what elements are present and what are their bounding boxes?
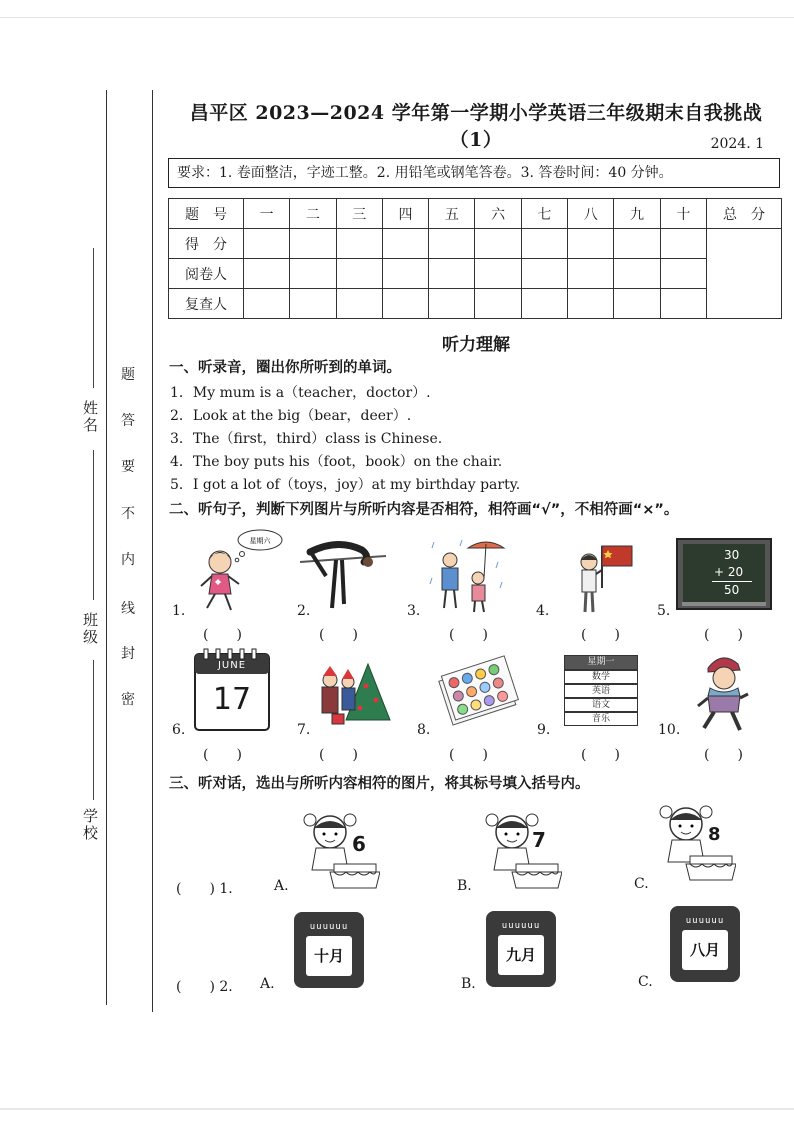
score-row-points: [169, 229, 782, 259]
checker-cell[interactable]: [336, 289, 382, 319]
stickers-icon: [434, 652, 520, 732]
checker-cell[interactable]: [429, 289, 475, 319]
math-line-1: 30: [724, 548, 740, 562]
seal-char: 密: [121, 692, 135, 708]
calendar-month-label: 十月: [306, 936, 352, 976]
pic-number: 1.: [172, 603, 186, 619]
pic-number: 3.: [407, 603, 421, 619]
q1-option-a-label: A.: [274, 878, 289, 894]
part1-item-5: 5．I got a lot of（toys，joy）at my birthday party.: [170, 477, 521, 493]
grader-cell[interactable]: [429, 259, 475, 289]
col-header: 五: [429, 199, 475, 229]
answer-blank[interactable]: ( ): [581, 627, 620, 643]
score-cell[interactable]: [336, 229, 382, 259]
answer-blank[interactable]: ( ): [704, 747, 743, 763]
col-header: 六: [475, 199, 521, 229]
binding-margin: [0, 0, 160, 1124]
q2-option-a-label: A.: [260, 976, 275, 992]
pic-number: 10.: [658, 722, 681, 738]
score-cell[interactable]: [521, 229, 567, 259]
math-divider: [712, 581, 752, 582]
score-row-checker: [169, 289, 782, 319]
part1-heading: 一、听录音，圈出你所听到的单词。: [169, 360, 401, 376]
calendar-rings: uuuuuu: [501, 921, 541, 931]
seal-char: 答: [121, 413, 135, 429]
q2-option-c-calendar[interactable]: [670, 906, 740, 982]
q2-answer-blank[interactable]: ( ) 2.: [176, 979, 233, 995]
pic-9-schedule: [564, 655, 638, 729]
pic-10-girl-winter: [694, 650, 754, 734]
total-header: 总 分: [707, 199, 782, 229]
score-table: [168, 198, 782, 319]
pic-number: 6.: [172, 722, 186, 738]
answer-blank[interactable]: ( ): [449, 627, 488, 643]
schedule-item: 数学: [564, 670, 638, 684]
grader-cell[interactable]: [336, 259, 382, 289]
pic-number: 5.: [657, 603, 671, 619]
checker-cell[interactable]: [568, 289, 614, 319]
checker-cell[interactable]: [614, 289, 660, 319]
grader-cell[interactable]: [382, 259, 428, 289]
checker-cell[interactable]: [244, 289, 290, 319]
cake-number: 7: [532, 828, 546, 852]
christmas-tree-icon: [316, 660, 394, 730]
binding-line-left: [106, 90, 107, 1005]
pic-1-girl-saturday: [195, 526, 285, 616]
schedule-item: 英语: [564, 684, 638, 698]
checker-cell[interactable]: [475, 289, 521, 319]
answer-blank[interactable]: ( ): [449, 747, 488, 763]
col-header: 七: [521, 199, 567, 229]
q1-answer-blank[interactable]: ( ) 1.: [176, 881, 233, 897]
flag-icon: [572, 540, 642, 616]
school-label: 学校: [81, 808, 99, 842]
grader-cell[interactable]: [521, 259, 567, 289]
schedule-item: 音乐: [564, 712, 638, 726]
score-cell[interactable]: [568, 229, 614, 259]
part2-heading: 二、听句子，判断下列图片与所听内容是否相符，相符画“√”，不相符画“×”。: [169, 502, 679, 518]
score-cell[interactable]: [614, 229, 660, 259]
row-label: 题 号: [169, 199, 244, 229]
row-label: 复查人: [169, 289, 244, 319]
seal-char: 封: [121, 646, 135, 662]
q2-option-a-calendar[interactable]: [294, 912, 364, 988]
row-label: 阅卷人: [169, 259, 244, 289]
binding-line-right: [152, 90, 153, 1012]
calendar-month: JUNE: [217, 660, 247, 671]
part1-item-1: 1．My mum is a（teacher，doctor）.: [170, 385, 431, 401]
col-header: 二: [290, 199, 336, 229]
athlete-icon: [298, 532, 388, 614]
grader-cell[interactable]: [290, 259, 336, 289]
score-cell[interactable]: [382, 229, 428, 259]
class-underline: [93, 450, 94, 600]
score-row-grader: [169, 259, 782, 289]
q2-option-c-label: C.: [638, 974, 653, 990]
q1-option-b-girl-cake[interactable]: [482, 808, 562, 890]
checker-cell[interactable]: [660, 289, 706, 319]
checker-cell[interactable]: [382, 289, 428, 319]
pic-3-rain-family: [428, 538, 508, 616]
pic-number: 2.: [297, 603, 311, 619]
pic-5-blackboard-math: [676, 538, 772, 610]
col-header: 一: [244, 199, 290, 229]
score-cell[interactable]: [475, 229, 521, 259]
part1-item-3: 3．The（first，third）class is Chinese.: [170, 431, 443, 447]
row-label: 得 分: [169, 229, 244, 259]
q2-option-b-label: B.: [461, 976, 476, 992]
grader-cell[interactable]: [660, 259, 706, 289]
birthday-cake-icon: [656, 800, 736, 882]
section-title: 听力理解: [442, 335, 510, 355]
schedule-item: 语文: [564, 698, 638, 712]
calendar-month-label: 八月: [682, 930, 728, 970]
answer-blank[interactable]: ( ): [319, 747, 358, 763]
class-label: 班级: [81, 612, 99, 646]
requirements-box: 要求：1. 卷面整洁，字迹工整。2. 用铅笔或钢笔答卷。3. 答卷时间：40 分钟。: [168, 158, 780, 188]
q1-option-c-label: C.: [634, 876, 649, 892]
cake-number: 8: [708, 824, 721, 845]
answer-blank[interactable]: ( ): [704, 627, 743, 643]
checker-cell[interactable]: [290, 289, 336, 319]
umbrella-icon: [428, 538, 508, 616]
seal-char: 要: [121, 459, 135, 475]
pic-number: 9.: [537, 722, 551, 738]
answer-blank[interactable]: ( ): [319, 627, 358, 643]
seal-char: 内: [121, 552, 135, 568]
score-cell[interactable]: [290, 229, 336, 259]
school-underline: [93, 660, 94, 800]
grader-cell[interactable]: [244, 259, 290, 289]
name-underline: [93, 248, 94, 388]
girl-icon: [195, 526, 285, 616]
q2-option-b-calendar[interactable]: [486, 911, 556, 987]
calendar-rings: uuuuuu: [309, 922, 349, 932]
calendar-month-label: 九月: [498, 935, 544, 975]
pic-4-boy-flag: [572, 540, 642, 616]
birthday-cake-icon: [300, 808, 380, 890]
pic-number: 7.: [297, 722, 311, 738]
pic-number: 8.: [417, 722, 431, 738]
col-header: 十: [660, 199, 706, 229]
col-header: 九: [614, 199, 660, 229]
pic-2-high-jump: [298, 532, 388, 614]
q1-option-b-label: B.: [457, 878, 472, 894]
pic-number: 4.: [536, 603, 550, 619]
winter-girl-icon: [694, 650, 754, 734]
math-line-2: + 20: [714, 565, 744, 579]
seal-char: 题: [121, 367, 135, 383]
calendar-day: 17: [212, 682, 252, 717]
total-cell[interactable]: [707, 229, 782, 319]
seal-char: 不: [121, 506, 135, 522]
grader-cell[interactable]: [568, 259, 614, 289]
score-row-numbers: [169, 199, 782, 229]
col-header: 三: [336, 199, 382, 229]
score-cell[interactable]: [660, 229, 706, 259]
answer-blank[interactable]: ( ): [203, 627, 242, 643]
birthday-cake-icon: [482, 808, 562, 890]
schedule-header: 星期一: [564, 655, 638, 670]
pic-6-calendar-june: [194, 648, 270, 732]
score-cell[interactable]: [244, 229, 290, 259]
calendar-rings: uuuuuu: [685, 916, 725, 926]
grader-cell[interactable]: [475, 259, 521, 289]
seal-char: 线: [121, 601, 135, 617]
part1-item-4: 4．The boy puts his（foot，book）on the chair.: [170, 454, 503, 470]
answer-blank[interactable]: ( ): [581, 747, 620, 763]
grader-cell[interactable]: [614, 259, 660, 289]
checker-cell[interactable]: [521, 289, 567, 319]
q1-option-a-girl-cake[interactable]: [300, 808, 380, 890]
pic-8-stickers: [434, 652, 520, 732]
math-line-3: 50: [724, 583, 740, 597]
score-cell[interactable]: [429, 229, 475, 259]
page-title: 昌平区 2023—2024 学年第一学期小学英语三年级期末自我挑战（1）: [189, 102, 763, 151]
pic-7-christmas-family: [316, 660, 394, 730]
bubble-text: 星期六: [249, 537, 271, 545]
name-label: 姓名: [81, 400, 99, 434]
cake-number: 6: [352, 832, 366, 856]
q1-option-c-girl-cake[interactable]: [656, 800, 736, 882]
col-header: 四: [382, 199, 428, 229]
answer-blank[interactable]: ( ): [203, 747, 242, 763]
exam-date: 2024. 1: [710, 136, 764, 152]
col-header: 八: [568, 199, 614, 229]
part1-item-2: 2．Look at the big（bear，deer）.: [170, 408, 412, 424]
part3-heading: 三、听对话，选出与所听内容相符的图片，将其标号填入括号内。: [169, 776, 590, 792]
